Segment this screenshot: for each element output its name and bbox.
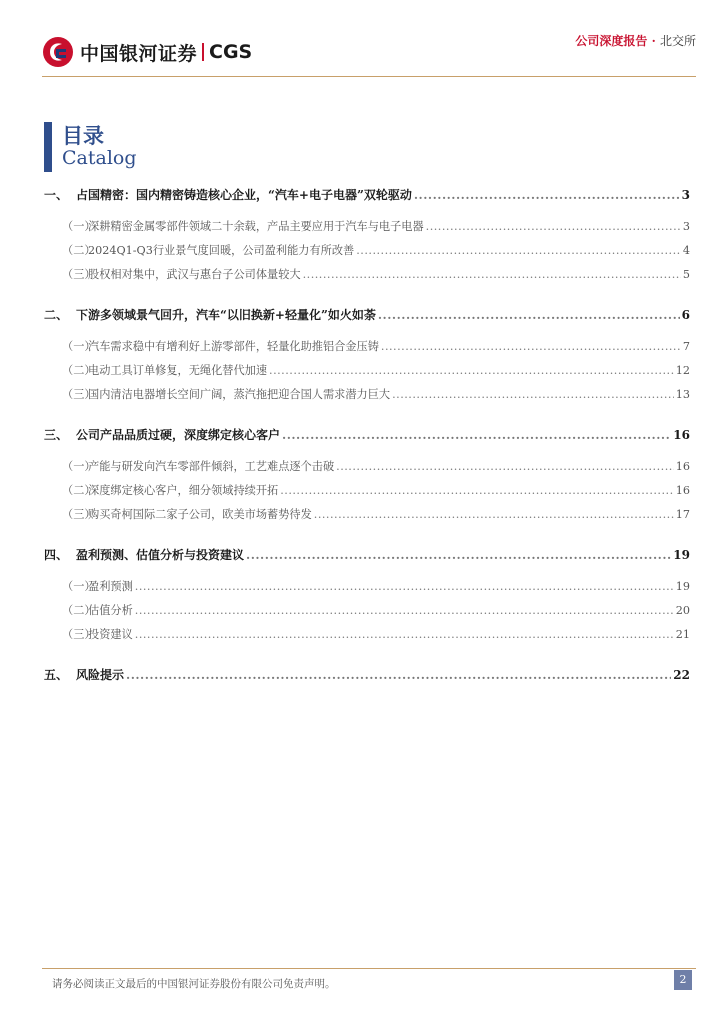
toc-section-row[interactable] [44,306,690,323]
logo-english-name: CGS [209,41,253,63]
toc-item-page: 7 [682,340,690,353]
toc-leader-dots [414,188,680,202]
toc-section-number: 四、 [44,548,69,562]
toc-item-page: 16 [675,460,690,473]
report-type-separator: · [651,34,656,48]
toc-item-number: （二） [62,244,96,257]
report-type-label [575,32,696,49]
toc-section-number: 五、 [44,668,69,682]
footer-divider [42,968,696,969]
toc-item-title: 汽车需求稳中有增利好上游零部件，轻量化助推铝合金压铸 [88,340,379,353]
toc-section-number: 三、 [44,428,69,442]
toc-item-row[interactable] [44,338,690,354]
company-logo [42,36,252,68]
toc-item-number: （一） [62,340,96,353]
toc-item-row[interactable] [44,266,690,282]
toc-item-title: 股权相对集中，武汉与惠台子公司体量较大 [88,268,301,281]
toc-section-row[interactable] [44,666,690,683]
toc-item-number: （三） [62,628,96,641]
toc-leader-dots [303,268,681,281]
toc-item-page: 5 [682,268,690,281]
toc-leader-dots [426,220,681,233]
toc-leader-dots [135,604,674,617]
toc-section-page: 22 [673,668,690,682]
toc-item-page: 19 [675,580,690,593]
toc-section-row[interactable] [44,186,690,203]
toc-section-title: 盈利预测、估值分析与投资建议 [76,548,245,562]
toc-item-page: 3 [682,220,690,233]
toc-section-page: 6 [681,308,690,322]
toc-item-page: 20 [675,604,690,617]
toc-leader-dots [282,428,671,442]
toc-section-page: 3 [681,188,690,202]
toc-item-title: 深度绑定核心客户，细分领域持续开拓 [88,484,279,497]
toc-section-row[interactable] [44,426,690,443]
toc-leader-dots [135,628,674,641]
toc-leader-dots [392,388,674,401]
toc-leader-dots [135,580,674,593]
toc-item-title: 估值分析 [88,604,133,617]
toc-item-title: 产能与研发向汽车零部件倾斜，工艺难点逐个击破 [88,460,335,473]
toc-section-number: 一、 [44,188,69,202]
toc-item-row[interactable] [44,362,690,378]
toc-leader-dots [314,508,674,521]
toc-item-number: （二） [62,484,96,497]
toc-item-title: 购买奇柯国际二家子公司，欧美市场蓄势待发 [88,508,312,521]
toc-section-title: 风险提示 [76,668,125,682]
toc-leader-dots [246,548,671,562]
toc-item-row[interactable] [44,386,690,402]
header-divider [42,76,696,77]
toc-item-number: （二） [62,364,96,377]
toc-item-title: 电动工具订单修复，无绳化替代加速 [88,364,268,377]
toc-item-number: （三） [62,388,96,401]
toc-item-page: 21 [675,628,690,641]
toc-section-page: 16 [673,428,690,442]
page-number-badge: 2 [674,970,692,990]
toc-item-title: 2024Q1-Q3行业景气度回暖，公司盈利能力有所改善 [88,244,355,257]
cgs-logo-icon [42,36,74,68]
toc-item-page: 12 [675,364,690,377]
toc-section-row[interactable] [44,546,690,563]
toc-section-title: 占国精密：国内精密铸造核心企业，“汽车+电子电器”双轮驱动 [76,188,412,202]
toc-section-number: 二、 [44,308,69,322]
toc-item-page: 13 [675,388,690,401]
page-header [0,0,724,78]
toc-item-number: （一） [62,460,96,473]
market-label: 北交所 [659,34,696,48]
toc-leader-dots [336,460,674,473]
catalog-title-chinese: 目录 [62,124,104,148]
toc-leader-dots [126,668,671,682]
toc-section-title: 公司产品品质过硬，深度绑定核心客户 [76,428,281,442]
toc-item-title: 深耕精密金属零部件领域二十余载，产品主要应用于汽车与电子电器 [88,220,424,233]
toc-item-row[interactable] [44,602,690,618]
toc-item-title: 投资建议 [88,628,133,641]
toc-item-number: （一） [62,580,96,593]
toc-item-number: （三） [62,268,96,281]
toc-leader-dots [378,308,680,322]
toc-item-page: 17 [675,508,690,521]
toc-item-row[interactable] [44,218,690,234]
toc-item-row[interactable] [44,506,690,522]
toc-section-title: 下游多领域景气回升，汽车“以旧换新+轻量化”如火如荼 [76,308,376,322]
toc-item-title: 盈利预测 [88,580,133,593]
toc-item-number: （三） [62,508,96,521]
logo-chinese-name: 中国银河证券 [80,42,198,65]
toc-section-page: 19 [673,548,690,562]
toc-item-number: （二） [62,604,96,617]
logo-separator [202,43,204,61]
toc-item-row[interactable] [44,242,690,258]
toc-item-row[interactable] [44,578,690,594]
title-accent-bar [44,122,52,172]
toc-leader-dots [356,244,681,257]
toc-leader-dots [280,484,674,497]
toc-item-row[interactable] [44,482,690,498]
toc-item-number: （一） [62,220,96,233]
toc-item-row[interactable] [44,458,690,474]
toc-item-row[interactable] [44,626,690,642]
toc-item-title: 国内清洁电器增长空间广阔，蒸汽拖把迎合国人需求潜力巨大 [88,388,391,401]
toc-item-page: 4 [682,244,690,257]
report-type-text: 公司深度报告 [575,34,648,48]
toc-item-page: 16 [675,484,690,497]
footer-disclaimer: 请务必阅读正文最后的中国银河证券股份有限公司免责声明。 [52,978,336,990]
catalog-title-english: Catalog [62,147,137,169]
toc-leader-dots [381,340,681,353]
toc-leader-dots [269,364,674,377]
